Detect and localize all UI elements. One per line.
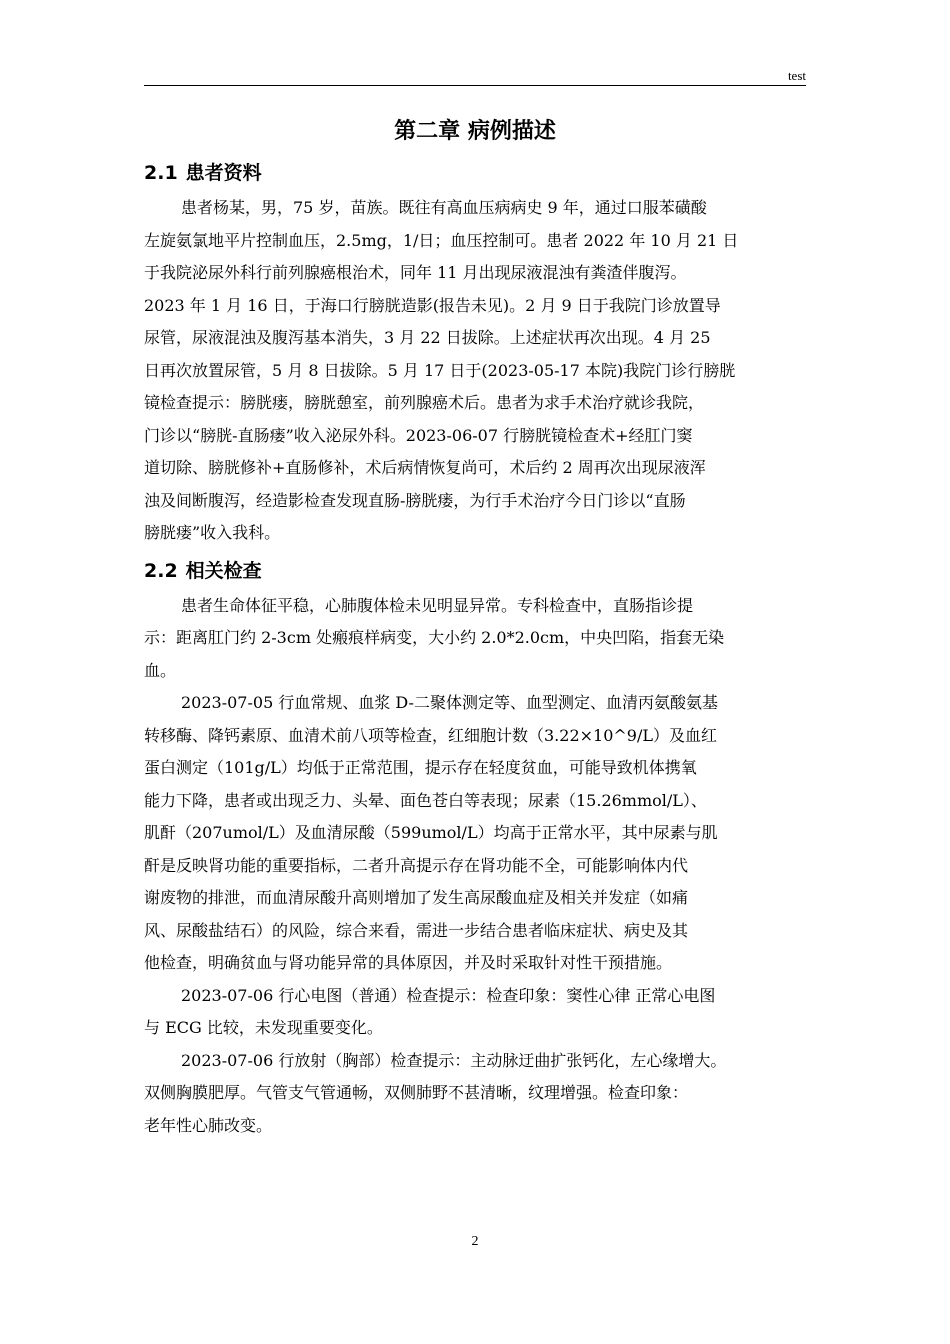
paragraph-line: 血。 [144, 660, 177, 680]
paragraph-line: 镜检查提示：膀胱瘘，膀胱憩室，前列腺癌术后。患者为求手术治疗就诊我院， [144, 393, 705, 412]
paragraph-line: 于我院泌尿外科行前列腺癌根治术，同年 11 月出现尿液混浊有粪渣伴腹泻。 [144, 263, 687, 282]
paragraph-line: 道切除、膀胱修补+直肠修补，术后病情恢复尚可，术后约 2 周再次出现尿液浑 [144, 458, 706, 477]
paragraph-line: 患者杨某，男，75 岁，苗族。既往有高血压病病史 9 年，通过口服苯磺酸 [181, 198, 707, 217]
page-number: 2 [471, 1234, 479, 1249]
paragraph-line: 酐是反映肾功能的重要指标，二者升高提示存在肾功能不全，可能影响体内代 [144, 855, 689, 875]
paragraph-line: 风、尿酸盐结石）的风险，综合来看，需进一步结合患者临床症状、病史及其 [144, 920, 689, 940]
paragraph-line: 能力下降，患者或出现乏力、头晕、面色苍白等表现；尿素（15.26mmol/L）、 [144, 790, 707, 810]
section-title: 患者资料 [185, 162, 262, 184]
paragraph-line: 2023 年 1 月 16 日，于海口行膀胱造影(报告未见)。2 月 9 日于我院门诊放置导 [144, 295, 721, 315]
paragraph-line: 浊及间断腹泻，经造影检查发现直肠-膀胱瘘，为行手术治疗今日门诊以“直肠 [144, 490, 686, 510]
paragraph-line: 2023-07-06 行心电图（普通）检查提示：检查印象：窦性心律 正常心电图 [181, 985, 716, 1005]
paragraph-line: 蛋白测定（101g/L）均低于正常范围，提示存在轻度贫血，可能导致机体携氧 [144, 758, 697, 777]
paragraph-line: 转移酶、降钙素原、血清术前八项等检查，红细胞计数（3.22×10^9/L）及血红 [144, 725, 717, 745]
paragraph-line: 左旋氨氯地平片控制血压，2.5mg，1/日；血压控制可。患者 2022 年 10 月 21 日 [144, 230, 739, 250]
section-number: 2.2 [144, 559, 178, 582]
running-header: test [787, 68, 806, 83]
paragraph-line: 日再次放置尿管，5 月 8 日拔除。5 月 17 日于(2023-05-17 本院)我院门诊行膀胱 [144, 360, 736, 380]
paragraph-line: 谢废物的排泄，而血清尿酸升高则增加了发生高尿酸血症及相关并发症（如痛 [144, 888, 689, 907]
chapter-title: 第二章 病例描述 [394, 119, 556, 144]
paragraph-line: 患者生命体征平稳，心肺腹体检未见明显异常。专科检查中，直肠指诊提 [181, 595, 694, 615]
body-paragraph [144, 980, 806, 1045]
section-heading-2-1 [144, 154, 806, 192]
body-paragraph [144, 192, 806, 550]
paragraph-line: 与 ECG 比较，未发现重要变化。 [144, 1018, 383, 1037]
body-paragraph [144, 1045, 806, 1143]
paragraph-line: 2023-07-06 行放射（胸部）检查提示：主动脉迂曲扩张钙化，左心缘增大。 [181, 1050, 727, 1070]
paragraph-line: 膀胱瘘”收入我科。 [144, 523, 281, 542]
section-number: 2.1 [144, 162, 178, 184]
body-paragraph [144, 687, 806, 980]
paragraph-line: 他检查，明确贫血与肾功能异常的具体原因，并及时采取针对性干预措施。 [144, 953, 673, 972]
body-paragraph [144, 590, 806, 688]
paragraph-line: 肌酐（207umol/L）及血清尿酸（599umol/L）均高于正常水平，其中尿素与肌 [144, 823, 718, 842]
section-heading-2-2 [144, 552, 806, 590]
paragraph-line: 尿管，尿液混浊及腹泻基本消失，3 月 22 日拔除。上述症状再次出现。4 月 25 [144, 328, 711, 347]
page-body [144, 112, 806, 1142]
paragraph-line: 双侧胸膜肥厚。气管支气管通畅，双侧肺野不甚清晰，纹理增强。检查印象： [144, 1083, 689, 1102]
header-rule [144, 85, 806, 86]
section-title: 相关检查 [185, 559, 262, 582]
paragraph-line: 示：距离肛门约 2-3cm 处瘢痕样病变，大小约 2.0*2.0cm，中央凹陷，指套无染 [144, 628, 725, 647]
section-2-2-body [144, 590, 806, 1143]
paragraph-line: 2023-07-05 行血常规、血浆 D-二聚体测定等、血型测定、血清丙氨酸氨基 [181, 693, 718, 712]
paragraph-line: 门诊以“膀胱-直肠瘘”收入泌尿外科。2023-06-07 行膀胱镜检查术+经肛门窦 [144, 425, 693, 445]
paragraph-line: 老年性心肺改变。 [144, 1115, 273, 1135]
section-2-1-body [144, 192, 806, 550]
